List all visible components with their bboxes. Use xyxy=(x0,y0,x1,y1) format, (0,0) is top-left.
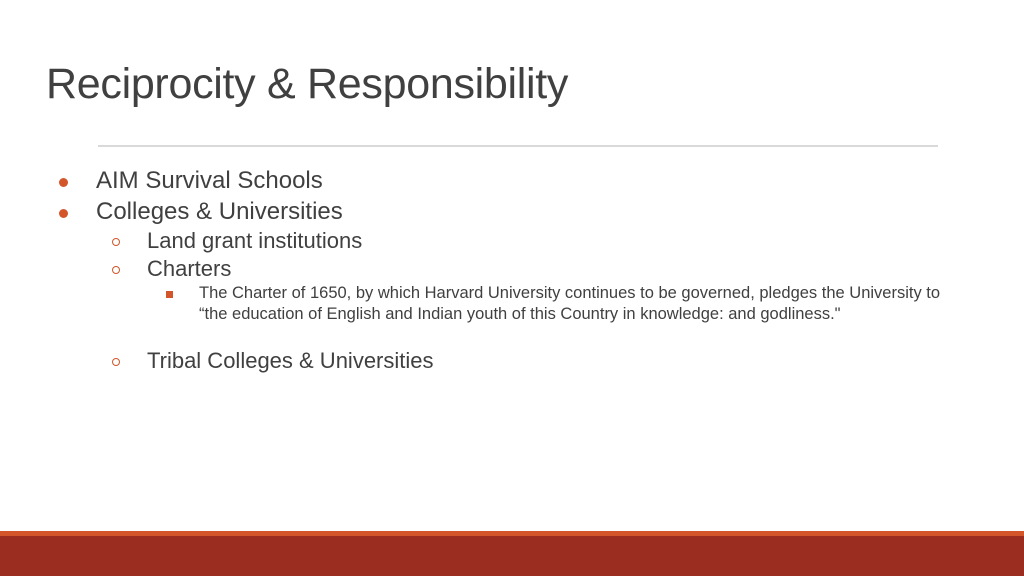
bullet-ring-icon xyxy=(112,266,120,274)
bullet-aim-survival-schools: AIM Survival Schools xyxy=(96,167,323,194)
slide-title: Reciprocity & Responsibility xyxy=(46,60,569,108)
bullet-tribal-colleges: Tribal Colleges & Universities xyxy=(147,348,434,373)
bullet-ring-icon xyxy=(112,358,120,366)
footer-bar xyxy=(0,536,1024,576)
bullet-colleges-universities: Colleges & Universities xyxy=(96,198,343,225)
bullet-dot-icon xyxy=(59,178,68,187)
bullet-square-icon xyxy=(166,291,173,298)
bullet-charters: Charters xyxy=(147,256,232,281)
charter-quote: The Charter of 1650, by which Harvard University continues to be governed, pledges the University to “the education of English and Indian youth of this Country in knowledge: and godliness." xyxy=(199,284,941,323)
bullet-ring-icon xyxy=(112,238,120,246)
bullet-land-grant: Land grant institutions xyxy=(147,228,363,253)
bullet-dot-icon xyxy=(59,209,68,218)
